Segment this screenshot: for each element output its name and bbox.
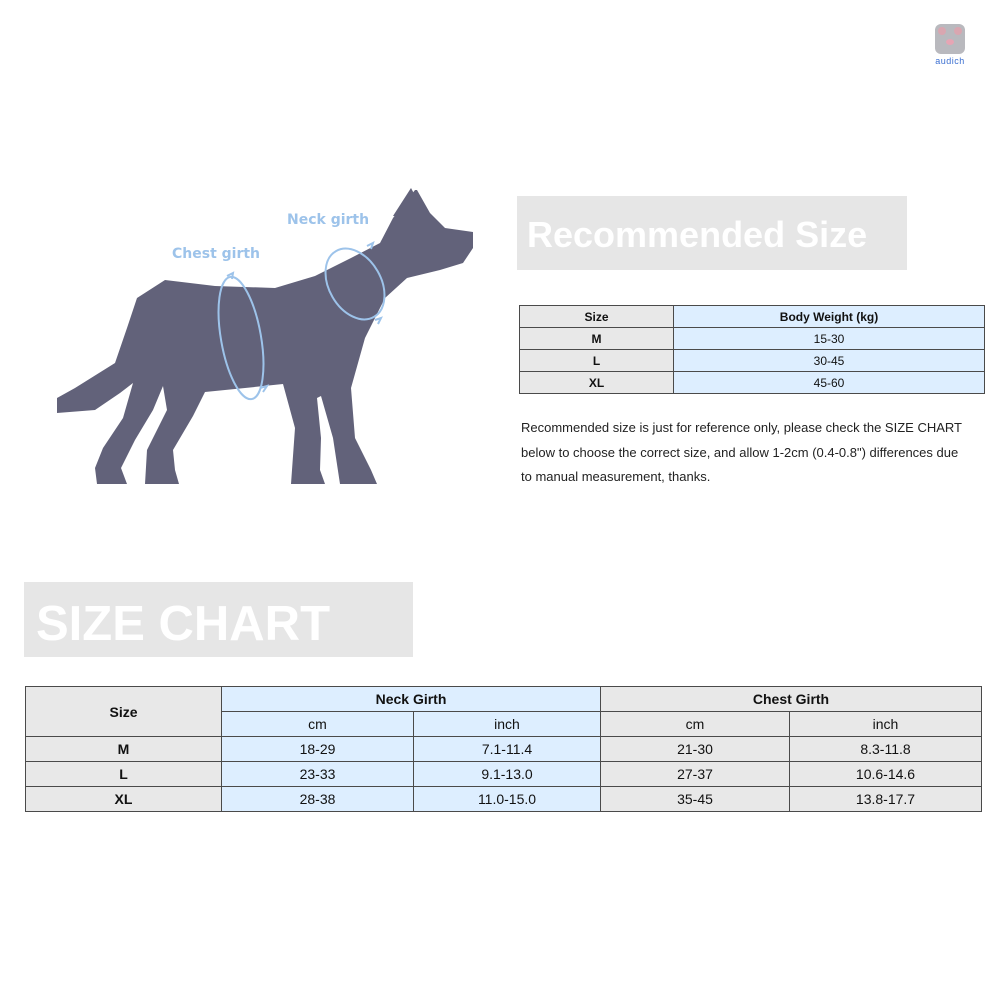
dog-measurement-figure [55, 188, 475, 488]
header-chest-inch: inch [790, 712, 982, 737]
size-cell: XL [520, 372, 674, 394]
table-row [26, 762, 982, 787]
weight-cell: 45-60 [674, 372, 985, 394]
table-header-row [26, 687, 982, 712]
pig-face-icon [935, 24, 965, 54]
size-chart-table [25, 686, 982, 812]
neck-inch-cell: 9.1-13.0 [414, 762, 601, 787]
chest-inch-cell: 10.6-14.6 [790, 762, 982, 787]
weight-cell: 15-30 [674, 328, 985, 350]
header-neck-cm: cm [222, 712, 414, 737]
size-cell: XL [26, 787, 222, 812]
table-row [520, 350, 985, 372]
brand-logo [930, 24, 970, 74]
neck-inch-cell: 11.0-15.0 [414, 787, 601, 812]
recommended-size-banner [517, 196, 907, 270]
neck-cm-cell: 28-38 [222, 787, 414, 812]
brand-text: audich [935, 56, 965, 66]
chest-cm-cell: 27-37 [601, 762, 790, 787]
chest-inch-cell: 13.8-17.7 [790, 787, 982, 812]
recommended-size-title: Recommended Size [527, 214, 868, 255]
neck-girth-label: Neck girth [287, 212, 370, 228]
header-size: Size [520, 306, 674, 328]
table-row [520, 328, 985, 350]
table-header-row [520, 306, 985, 328]
size-chart-banner [24, 582, 413, 657]
size-chart-title: SIZE CHART [36, 597, 330, 651]
size-cell: M [26, 737, 222, 762]
header-neck-girth: Neck Girth [222, 687, 601, 712]
size-cell: L [520, 350, 674, 372]
chest-cm-cell: 21-30 [601, 737, 790, 762]
chest-inch-cell: 8.3-11.8 [790, 737, 982, 762]
header-size: Size [26, 687, 222, 737]
neck-cm-cell: 18-29 [222, 737, 414, 762]
chest-girth-label: Chest girth [172, 246, 261, 262]
neck-inch-cell: 7.1-11.4 [414, 737, 601, 762]
dog-silhouette-icon [55, 188, 475, 488]
neck-cm-cell: 23-33 [222, 762, 414, 787]
table-row [26, 787, 982, 812]
header-neck-inch: inch [414, 712, 601, 737]
weight-cell: 30-45 [674, 350, 985, 372]
table-row [26, 737, 982, 762]
chest-cm-cell: 35-45 [601, 787, 790, 812]
recommended-size-table [519, 305, 985, 394]
header-body-weight: Body Weight (kg) [674, 306, 985, 328]
header-chest-cm: cm [601, 712, 790, 737]
size-cell: L [26, 762, 222, 787]
size-cell: M [520, 328, 674, 350]
table-row [520, 372, 985, 394]
header-chest-girth: Chest Girth [601, 687, 982, 712]
recommended-size-note: Recommended size is just for reference only, please check the SIZE CHART below to choose the correct size, and allow 1-2cm (0.4-0.8") differences due to manual measurement, thanks. [521, 420, 962, 484]
